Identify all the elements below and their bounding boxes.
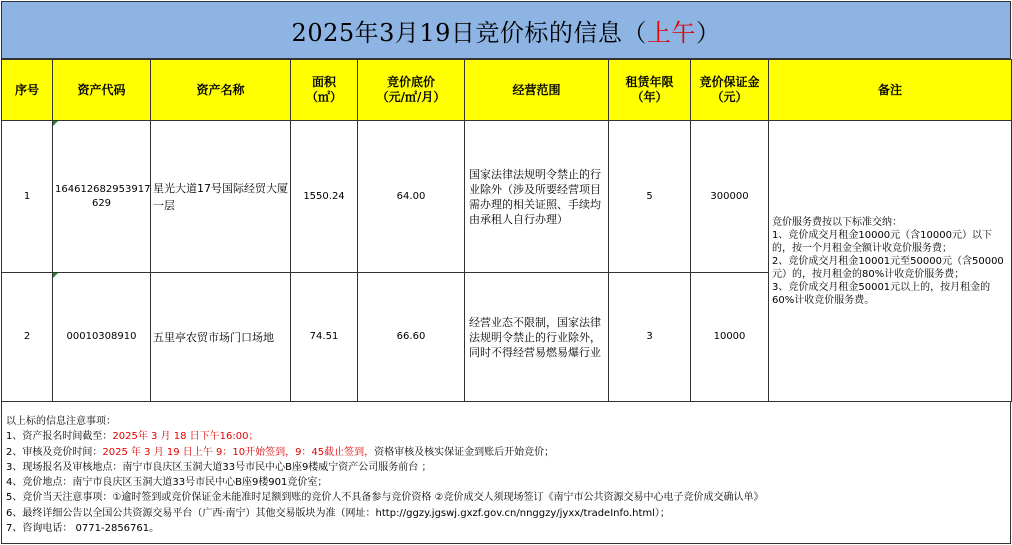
cell-deposit[interactable]: 300000 <box>691 121 769 273</box>
comment-marker-icon <box>53 121 58 126</box>
cell-scope[interactable]: 经营业态不限制，国家法律法规明令禁止的行业除外，同时不得经营易燃易爆行业 <box>465 273 609 402</box>
notes-section[interactable] <box>1 402 1011 544</box>
cell-term[interactable]: 3 <box>609 273 691 402</box>
remark-item-2: 2、竞价成交月租金10001元至50000元（含50000元）的，按月租金的80%计收竞价服务费； <box>772 255 1004 280</box>
remark-item-3: 3、竞价成交月租金50001元以上的，按月租金的60%计收竞价服务费。 <box>772 281 991 306</box>
note-2: 2、审核及竞价时间：2025 年 3 月 19 日上午 9：10开始签到，9：45截止签到，资格审核及核实保证金到账后开始竞价； <box>6 446 555 458</box>
note-4: 4、竞价地点：南宁市良庆区玉洞大道33号市民中心B座9楼901竞价室； <box>6 477 328 489</box>
note-7: 7、咨询电话： 0771-2856761。 <box>6 523 160 535</box>
table-row <box>2 121 1012 273</box>
header-name[interactable]: 资产名称 <box>151 60 291 121</box>
cell-price[interactable]: 64.00 <box>358 121 465 273</box>
cell-scope[interactable]: 国家法律法规明令禁止的行业除外（涉及所要经营项目需办理的相关证照、手续均由承租人自行办理） <box>465 121 609 273</box>
cell-code[interactable]: 00010308910 <box>53 273 151 402</box>
header-scope[interactable]: 经营范围 <box>465 60 609 121</box>
note-1: 1、资产报名时间截至：2025年 3 月 18 日下午16:00； <box>6 431 259 443</box>
header-code[interactable]: 资产代码 <box>53 60 151 121</box>
header-price[interactable]: 竞价底价 （元/㎡/月） <box>358 60 465 121</box>
table-header-row <box>2 60 1012 121</box>
note-3: 3、现场报名及审核地点：南宁市良庆区玉洞大道33号市民中心B座9楼威宁资产公司服务前台 ； <box>6 461 432 473</box>
title-close: ） <box>695 18 721 47</box>
cell-remark[interactable] <box>769 121 1012 402</box>
note-6: 6、最终详细公告以全国公共资源交易平台（广西·南宁）其他交易版块为准（网址：http://ggzy.jgswj.gxzf.gov.cn/nnggzy/jyxx/tradeInfo.html）； <box>6 507 670 519</box>
header-term[interactable]: 租赁年限 （年） <box>609 60 691 121</box>
page-title <box>1 1 1011 59</box>
cell-price[interactable]: 66.60 <box>358 273 465 402</box>
cell-name[interactable]: 五里亭农贸市场门口场地 <box>151 273 291 402</box>
cell-seq[interactable]: 2 <box>2 273 53 402</box>
notes-heading: 以上标的信息注意事项： <box>6 416 116 427</box>
cell-code[interactable]: 164612682953917 629 <box>53 121 151 273</box>
title-main: 2025年3月19日竞价标的信息（ <box>291 18 647 47</box>
cell-seq[interactable]: 1 <box>2 121 53 273</box>
note-5: 5、竞价当天注意事项：①逾时签到或竞价保证金未能准时足额到账的竞价人不具备参与竞价资格 ②竞价成交人须现场签订《南宁市公共资源交易中心电子竞价成交确认单》 <box>6 492 764 504</box>
cell-deposit[interactable]: 10000 <box>691 273 769 402</box>
header-area[interactable]: 面积 （㎡） <box>291 60 358 121</box>
auction-table <box>1 59 1012 402</box>
cell-area[interactable]: 74.51 <box>291 273 358 402</box>
remark-intro: 竞价服务费按以下标准交纳： <box>772 216 902 228</box>
comment-marker-icon <box>53 273 58 278</box>
header-remark[interactable]: 备注 <box>769 60 1012 121</box>
cell-name[interactable]: 星光大道17号国际经贸大厦一层 <box>151 121 291 273</box>
cell-area[interactable]: 1550.24 <box>291 121 358 273</box>
title-session: 上午 <box>646 18 696 47</box>
header-deposit[interactable]: 竞价保证金 （元） <box>691 60 769 121</box>
remark-item-1: 1、竞价成交月租金10000元（含10000元）以下的，按一个月租金全额计收竞价服务费； <box>772 229 992 254</box>
header-seq[interactable]: 序号 <box>2 60 53 121</box>
cell-term[interactable]: 5 <box>609 121 691 273</box>
